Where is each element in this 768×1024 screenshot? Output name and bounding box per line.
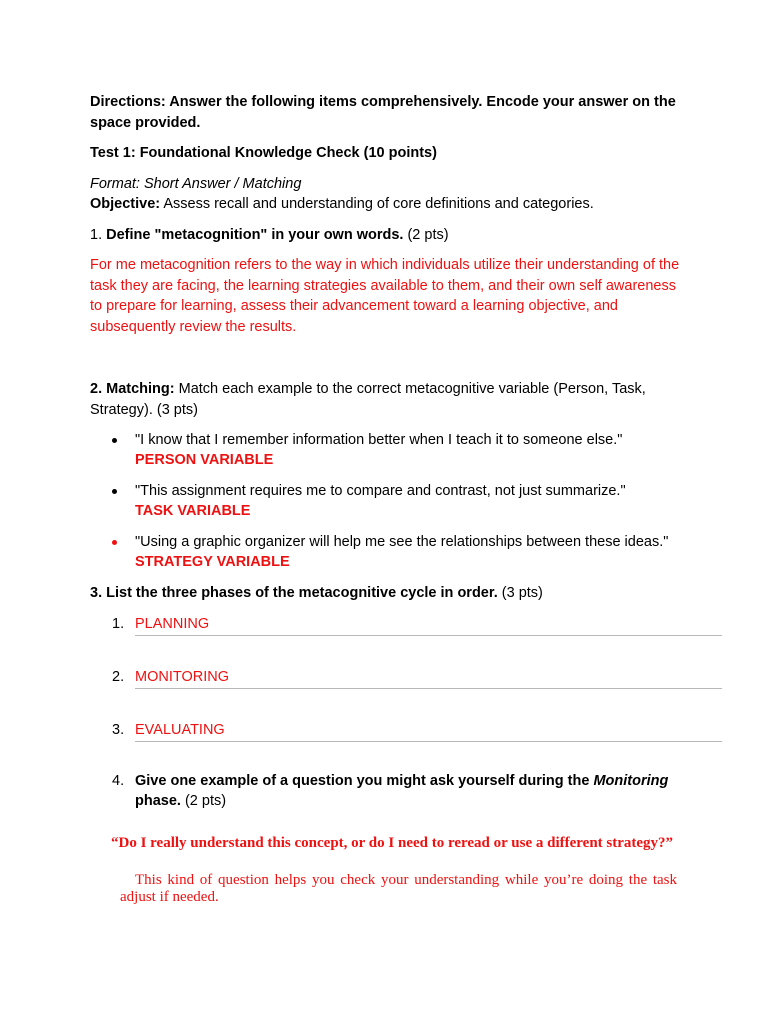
phase-answer-field[interactable]: PLANNING bbox=[135, 614, 722, 636]
objective-label: Objective: bbox=[90, 196, 161, 212]
document-body bbox=[90, 92, 690, 812]
phase-answer-field[interactable]: EVALUATING bbox=[135, 720, 722, 742]
q4-number: 4. bbox=[112, 772, 125, 789]
q2-prompt: Match each example to the correct metacognitive variable (Person, Task, Strategy). (3 pts) bbox=[90, 381, 646, 418]
matching-item bbox=[90, 532, 690, 572]
matching-item bbox=[90, 481, 690, 521]
q4-points: (2 pts) bbox=[180, 793, 227, 809]
question-1 bbox=[90, 225, 690, 246]
phase-number: 1. bbox=[112, 615, 125, 632]
q4-prompt-part1: Give one example of a question you might ask yourself during the bbox=[135, 772, 594, 789]
matching-example: "Using a graphic organizer will help me see the relationships between these ideas." bbox=[135, 534, 669, 550]
matching-item bbox=[90, 430, 690, 470]
question-3 bbox=[90, 583, 690, 604]
q4-explanation: This kind of question helps you check your understanding while you’re doing the task adjust if needed. bbox=[120, 872, 677, 905]
format-line: Format: Short Answer / Matching bbox=[90, 175, 302, 192]
test-title: Test 1: Foundational Knowledge Check (10 points) bbox=[90, 145, 437, 161]
question-4 bbox=[90, 771, 690, 812]
matching-list bbox=[90, 430, 690, 572]
bullet-icon bbox=[112, 489, 117, 494]
q1-number: 1. bbox=[90, 226, 107, 243]
q4-prompt-part2: phase. bbox=[135, 793, 181, 809]
q1-answer: For me metacognition refers to the way in which individuals utilize their understanding of the task they are facing, the learning strategies available to them, and their own self awareness to prepare for learning, assess their advancement toward a learning objective, and subsequently review the results. bbox=[90, 257, 680, 335]
matching-example: "This assignment requires me to compare and contrast, not just summarize." bbox=[135, 483, 626, 499]
bullet-icon bbox=[112, 438, 117, 443]
q3-points: (3 pts) bbox=[497, 585, 543, 601]
phase-row bbox=[90, 667, 690, 689]
phase-number: 2. bbox=[112, 668, 125, 685]
directions: Directions: Answer the following items comprehensively. Encode your answer on the space provided. bbox=[90, 94, 676, 131]
q3-label: 3. List the three phases of the metacognitive cycle in order. bbox=[90, 585, 498, 601]
matching-answer: PERSON VARIABLE bbox=[135, 452, 274, 468]
phase-row bbox=[90, 720, 690, 742]
question-2 bbox=[90, 379, 690, 420]
phase-answer-field[interactable]: MONITORING bbox=[135, 667, 722, 689]
matching-answer: STRATEGY VARIABLE bbox=[135, 554, 290, 570]
phase-number: 3. bbox=[112, 721, 125, 738]
phase-row bbox=[90, 614, 690, 636]
objective-line bbox=[90, 194, 690, 215]
q4-prompt-italic: Monitoring bbox=[593, 772, 669, 789]
bullet-icon bbox=[112, 540, 117, 545]
matching-example: "I know that I remember information better when I teach it to someone else." bbox=[135, 432, 623, 448]
q4-answer-quote: “Do I really understand this concept, or do I need to reread or use a different strategy?” bbox=[111, 835, 674, 851]
q2-label: 2. Matching: bbox=[90, 381, 175, 397]
q1-points: (2 pts) bbox=[403, 226, 449, 243]
matching-answer: TASK VARIABLE bbox=[135, 503, 251, 519]
objective-text: Assess recall and understanding of core definitions and categories. bbox=[160, 196, 594, 212]
q1-prompt: Define "metacognition" in your own words. bbox=[106, 226, 404, 243]
